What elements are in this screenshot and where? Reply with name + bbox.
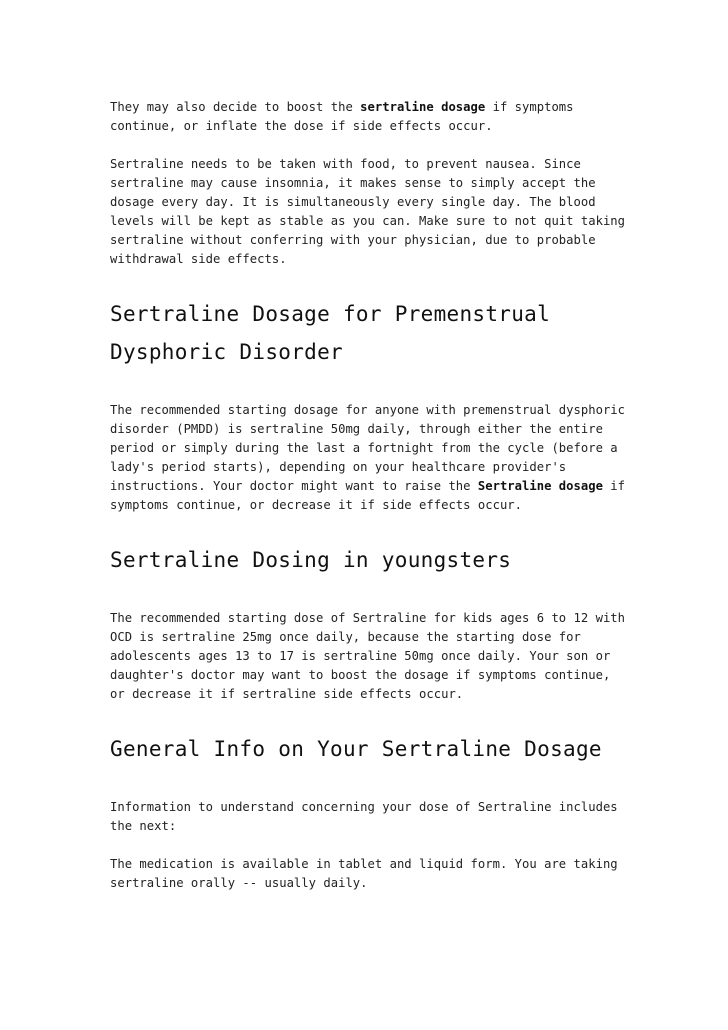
intro-p1-text-after: if symptoms continue, or inflate the dose if side effects occur. — [110, 100, 574, 133]
intro-paragraph-2: Sertraline needs to be taken with food, to prevent nausea. Since sertraline may cause insomnia, it makes sense to simply accept the dosage every day. It is simultaneously every single day. The blood levels will be kept as stable as you can. Make sure to not quit taking sertraline without conferring with your physician, due to probable withdrawal side effects. — [110, 157, 626, 266]
heading-general-info: General Info on Your Sertraline Dosage — [110, 737, 602, 761]
heading-youngsters: Sertraline Dosing in youngsters — [110, 548, 512, 572]
intro-p1-text-before: They may also decide to boost the — [110, 100, 361, 114]
intro-p1-emphasis: sertraline dosage — [360, 100, 486, 114]
pmdd-text-after: if symptoms continue, or decrease it if side effects occur. — [110, 479, 626, 512]
general-paragraph-1: Information to understand concerning your dose of Sertraline includes the next: — [110, 800, 618, 833]
youngsters-paragraph: The recommended starting dose of Sertraline for kids ages 6 to 12 with OCD is sertraline 25mg once daily, because the starting dose for adolescents ages 13 to 17 is sertraline 50mg once daily. Your son or daughter's doctor may want to boost the dosage if symptoms continue, or decrease it if sertraline side effects occur. — [110, 611, 626, 701]
pmdd-emphasis: Sertraline dosage — [477, 479, 603, 493]
general-paragraph-2: The medication is available in tablet and liquid form. You are taking sertraline orally -- usually daily. — [110, 857, 618, 890]
pmdd-paragraph — [110, 401, 630, 515]
document-page — [110, 98, 630, 893]
heading-pmdd: Sertraline Dosage for Premenstrual Dysphoric Disorder — [110, 302, 551, 364]
intro-paragraph-1 — [110, 98, 630, 136]
pmdd-text-before: The recommended starting dosage for anyone with premenstrual dysphoric disorder (PMDD) is sertraline 50mg daily, through either the entire period or simply during the last a fortnight from the cycle (before a lady's period starts), depending on your healthcare provider's instructions. Your doctor might want to raise the — [110, 403, 626, 493]
